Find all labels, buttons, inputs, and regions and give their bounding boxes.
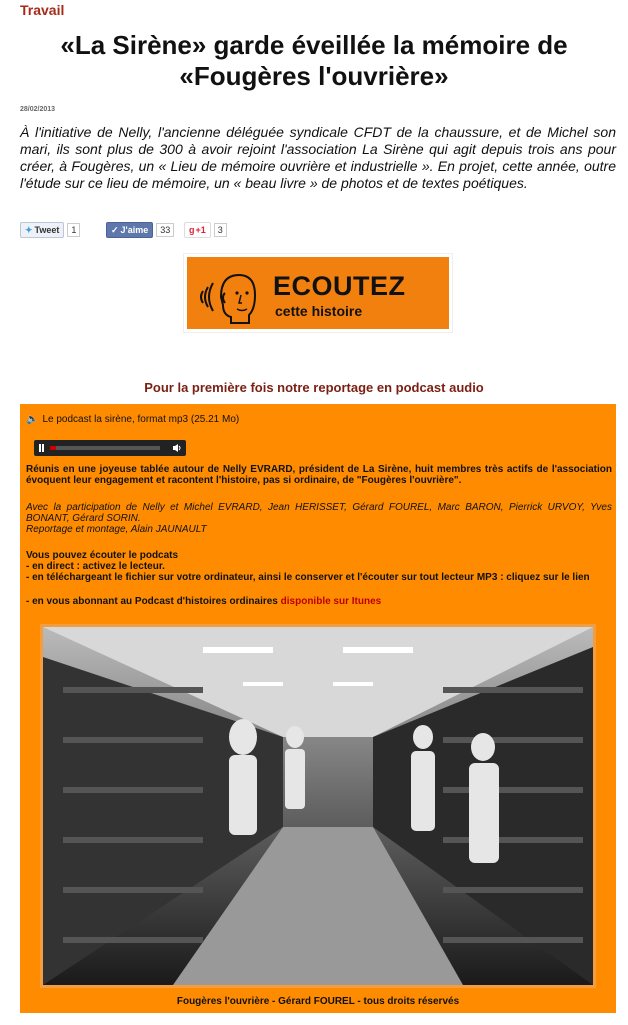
like-count: 33 [156, 223, 174, 237]
title-line-1: «La Sirène» garde éveillée la mémoire de [60, 30, 568, 60]
banner-title: ECOUTEZ [273, 271, 406, 301]
publish-date: 28/02/2013 [20, 106, 56, 113]
volume-icon[interactable] [172, 443, 182, 453]
twitter-icon: ✦ [25, 224, 33, 235]
listen-item-subscribe-text: - en vous abonnant au Podcast d'histoires ordinaires [26, 596, 281, 607]
gplus-widget[interactable] [184, 222, 227, 238]
listen-item-direct: - en direct : activez le lecteur. [26, 561, 165, 572]
tweet-label: Tweet [34, 225, 60, 235]
gplus-g-icon: g [189, 225, 195, 235]
intro-paragraph: À l'initiative de Nelly, l'ancienne déléguée syndicale CFDT de la chaussure, et de Michel son mari, ils sont plus de 300 à avoir rejoint l'association La Sirène qui agit depuis trois ans pour créer, à Fougères, un « Lieu de mémoire ouvrière et industrielle ». En projet, cette année, outre l'étude sur ce lieu de mémoire, un « beau livre » de photos et de textes poétiques. [20, 124, 616, 191]
audio-player[interactable] [34, 440, 186, 456]
listen-banner[interactable] [183, 253, 453, 333]
like-button[interactable] [106, 222, 153, 238]
podcast-file-label: Le podcast la sirène, format mp3 (25.21 Mo) [42, 414, 240, 425]
podcast-description: Réunis en une joyeuse tablée autour de Nelly EVRARD, président de La Sirène, huit membres très actifs de l'association évoquent leur engagement et racontent l'histoire, pas si ordinaire, de "Fougères l'ouvrière". [26, 464, 612, 486]
pause-icon[interactable] [39, 444, 41, 452]
factory-photo-image [43, 627, 593, 985]
title-line-2: «Fougères l'ouvrière» [179, 61, 449, 91]
page-title [20, 30, 608, 92]
gplus-label: +1 [195, 225, 206, 235]
facebook-check-icon: ✓ [111, 224, 119, 235]
factory-photo [40, 624, 596, 988]
like-widget[interactable] [106, 222, 174, 238]
speaker-icon: 🔈 [26, 414, 39, 425]
podcast-participants: Avec la participation de Nelly et Michel EVRARD, Jean HERISSET, Gérard FOUREL, Marc BARON, Pierrick URVOY, Yves BONANT, Gérard SORIN. [26, 502, 612, 524]
listen-intro: Vous pouvez écouter le podcats [26, 550, 179, 561]
listen-item-download: - en téléchargeant le fichier sur votre ordinateur, ainsi le conserver et l'écouter sur tout lecteur MP3 : cliquez sur le lien [26, 572, 590, 583]
tweet-widget[interactable] [20, 222, 80, 238]
gplus-button[interactable] [184, 222, 211, 238]
headphone-icon [197, 267, 263, 327]
podcast-file-link[interactable] [26, 414, 239, 425]
listen-item-subscribe [26, 596, 612, 607]
photo-caption: Fougères l'ouvrière - Gérard FOUREL - tous droits réservés [176, 996, 460, 1007]
itunes-link[interactable]: disponible sur Itunes [280, 596, 382, 607]
banner-subtitle: cette histoire [275, 303, 363, 319]
podcast-heading: Pour la première fois notre reportage en podcast audio [144, 380, 484, 395]
podcast-panel [20, 404, 616, 1013]
tweet-button[interactable] [20, 222, 64, 238]
podcast-credits: Reportage et montage, Alain JAUNAULT [26, 524, 207, 535]
tweet-count: 1 [67, 223, 80, 237]
like-label: J'aime [120, 225, 149, 235]
audio-progress-bar[interactable] [50, 446, 160, 450]
gplus-count: 3 [214, 223, 227, 237]
category-label[interactable]: Travail [20, 2, 65, 18]
